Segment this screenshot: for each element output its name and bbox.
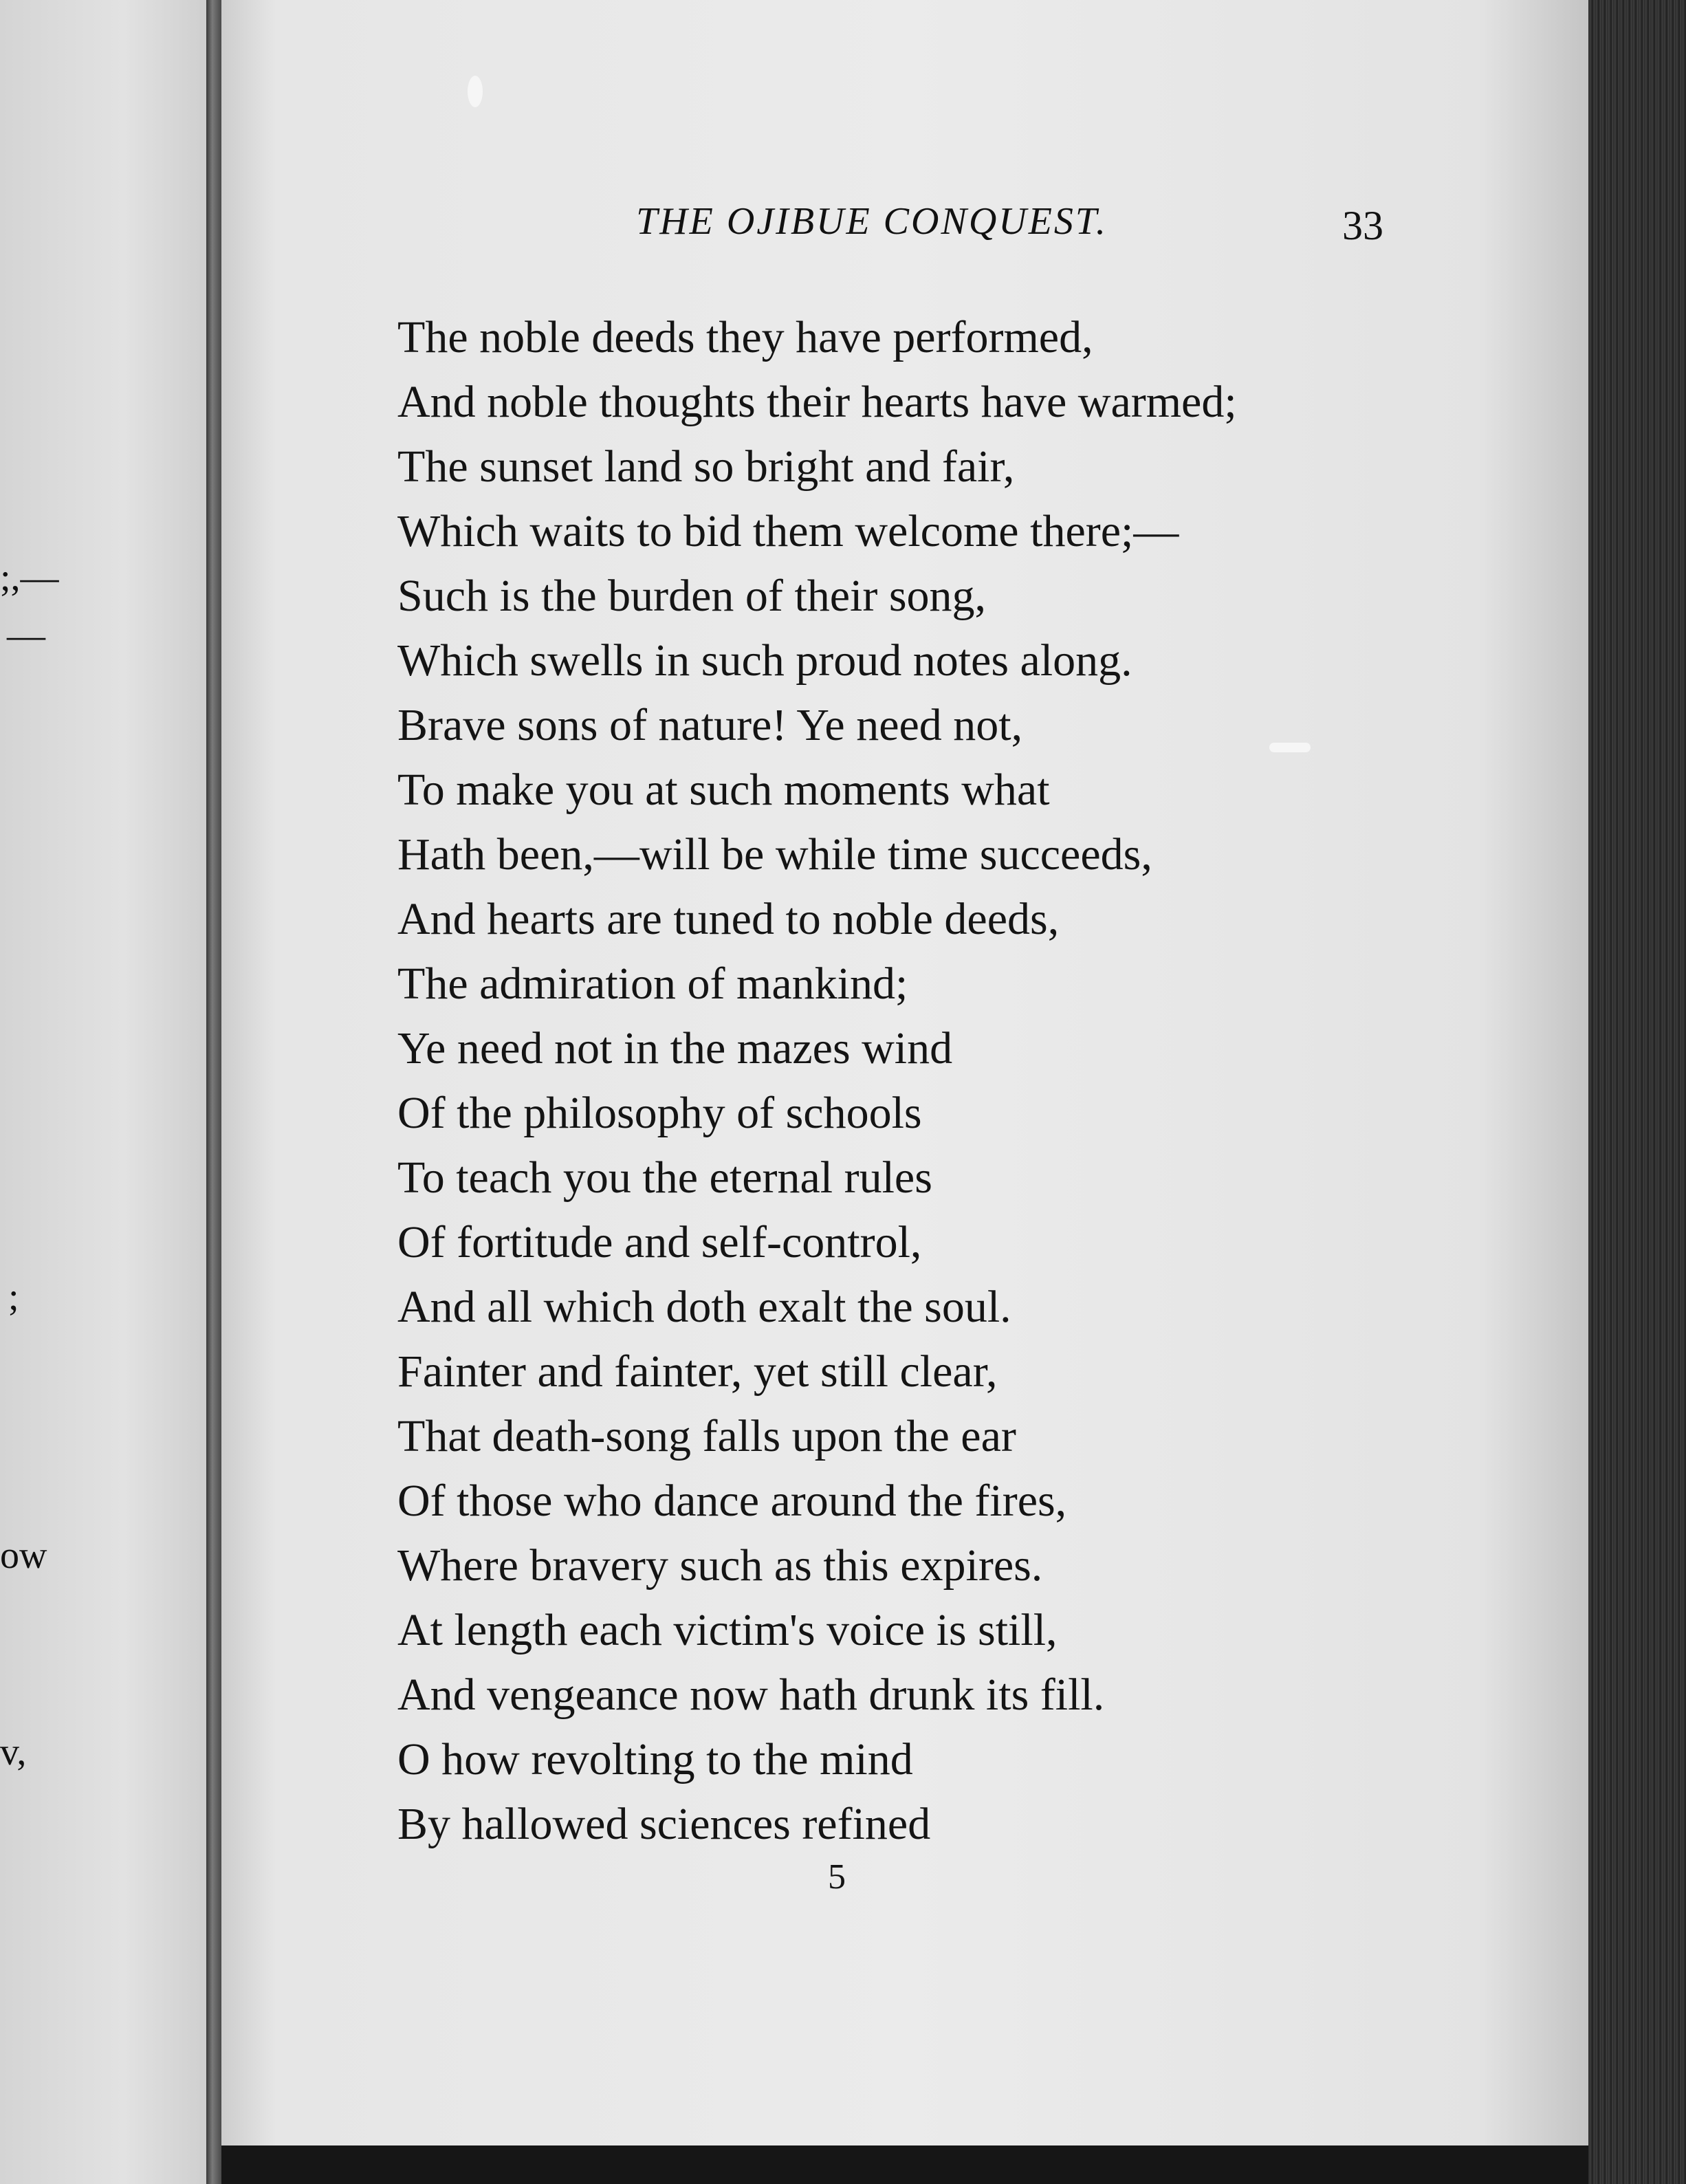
poem-line: And hearts are tuned to noble deeds, (397, 894, 1060, 944)
poem-line: Which swells in such proud notes along. (397, 635, 1132, 686)
poem-line: And vengeance now hath drunk its fill. (397, 1670, 1105, 1720)
bottom-shadow (221, 2145, 1588, 2184)
paper-speck (1269, 743, 1311, 752)
paper-speck (468, 76, 483, 107)
poem-line: Where bravery such as this expires. (397, 1540, 1043, 1591)
poem-text (397, 305, 1237, 1857)
running-head (221, 199, 1588, 254)
previous-page-edge (0, 0, 206, 2184)
poem-line: Of those who dance around the fires, (397, 1476, 1067, 1526)
poem-line: Of the philosophy of schools (397, 1088, 922, 1138)
poem-line: And all which doth exalt the soul. (397, 1282, 1011, 1332)
left-page-fragment: ; (8, 1276, 19, 1318)
poem-line: The noble deeds they have performed, (397, 312, 1093, 362)
poem-line: Fainter and fainter, yet still clear, (397, 1346, 998, 1397)
running-title: THE OJIBUE CONQUEST. (636, 200, 1108, 243)
poem-line: Brave sons of nature! Ye need not, (397, 700, 1023, 750)
poem-line: To teach you the eternal rules (397, 1153, 932, 1203)
poem-line: Of fortitude and self-control, (397, 1217, 922, 1267)
poem-line: Hath been,—will be while time succeeds, (397, 829, 1152, 880)
left-page-fragment: ;,— (0, 556, 59, 599)
poem-line: The admiration of mankind; (397, 959, 908, 1009)
left-page-fragment: v, (0, 1731, 27, 1773)
poem-line: Such is the burden of their song, (397, 571, 987, 621)
poem-line: Which waits to bid them welcome there;— (397, 506, 1179, 556)
left-page-fragment: ow (0, 1534, 47, 1577)
signature-mark: 5 (828, 1857, 846, 1897)
page-number: 33 (1342, 203, 1383, 248)
poem-line: Ye need not in the mazes wind (397, 1023, 953, 1073)
book-edge (1588, 0, 1686, 2184)
poem-line: By hallowed sciences refined (397, 1799, 931, 1849)
poem-line: To make you at such moments what (397, 765, 1050, 815)
poem-line: The sunset land so bright and fair, (397, 441, 1015, 492)
left-page-fragment: — (7, 614, 45, 657)
page-gutter (206, 0, 221, 2184)
poem-line: And noble thoughts their hearts have warmed; (397, 377, 1237, 427)
poem-line: O how revolting to the mind (397, 1734, 913, 1784)
poem-line: That death-song falls upon the ear (397, 1411, 1016, 1461)
poem-line: At length each victim's voice is still, (397, 1605, 1058, 1655)
